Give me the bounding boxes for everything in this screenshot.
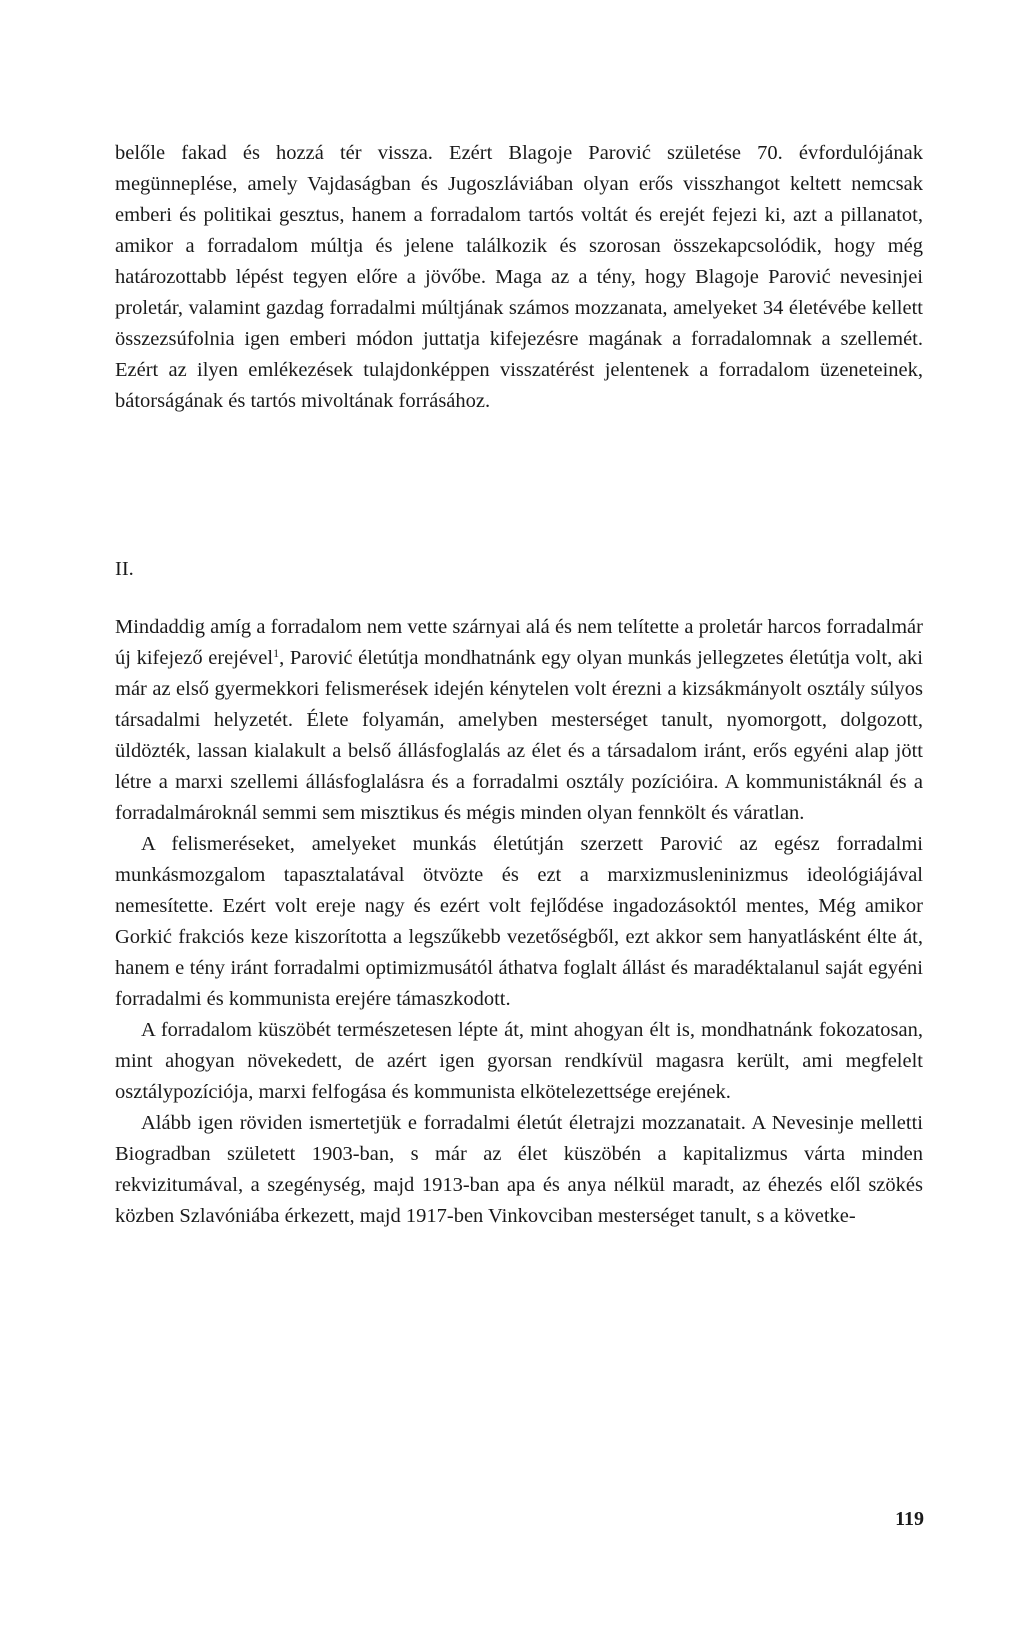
paragraph: Alább igen röviden ismertetjük e forradalmi életút életrajzi mozzanatait. A Nevesinje melletti Biogradban született 1903-ban, s már az élet küszöbén a kapitalizmus várta minden rekvizitumával, a szegénység, majd 1913-ban apa és anya nélkül maradt, az éhezés elől szökés közben Szlavóniába érkezett, majd 1917-ben Vinkovciban mesterséget tanult, s a követke- <box>115 1112 923 1227</box>
section-heading: II. <box>115 558 134 580</box>
paragraph-text: , Parović életútja mondhatnánk egy olyan munkás jellegzetes életútja volt, aki már az első gyermekkori felismerések idején kénytelen volt érezni a kizsákmányolt osztály súlyos társadalmi helyzetét. Élete folyamán, amelyben mesterséget tanult, nyomorgott, dolgozott, üldözték, lassan kialakult a belső állásfoglalás az élet és a társadalom iránt, erős egyéni alap jött létre a marxi szellemi állásfoglalásra és a forradalmi osztály pozícióira. A kommunistáknál és a forradalmároknál semmi sem misztikus és mégis minden olyan fennkölt és váratlan. <box>115 647 923 824</box>
paragraph: A forradalom küszöbét természetesen lépte át, mint ahogyan élt is, mondhatnánk fokozatosan, mint ahogyan növekedett, de azért igen gyorsan rendkívül magasra került, ami megfelelt osztálypozíciója, marxi felfogása és kommunista elkötelezettsége erejének. <box>115 1019 923 1103</box>
paragraph <box>115 612 923 829</box>
section-text-block <box>115 612 923 1232</box>
footnote-marker: 1 <box>273 646 280 660</box>
paragraph: belőle fakad és hozzá tér vissza. Ezért Blagoje Parović születése 70. évfordulójának megünneplése, amely Vajdaságban és Jugoszláviában olyan erős visszhangot keltett nemcsak emberi és politikai gesztus, hanem a forradalom tartós voltát és erejét fejezi ki, azt a pillanatot, amikor a forradalom múltja és jelene találkozik és szorosan összekapcsolódik, hogy még határozottabb lépést tegyen előre a jövőbe. Maga az a tény, hogy Blagoje Parović nevesinjei proletár, valamint gazdag forradalmi múltjának számos mozzanata, amelyeket 34 életévébe kellett összezsúfolnia igen emberi módon juttatja kifejezésre magának a forradalomnak a szellemét. Ezért az ilyen emlékezések tulajdonképpen visszatérést jelentenek a forradalom üzeneteinek, bátorságának és tartós mivoltának forrásához. <box>115 142 923 412</box>
paragraph: A felismeréseket, amelyeket munkás életútján szerzett Parović az egész forradalmi munkásmozgalom tapasztalatával ötvözte és ezt a marxizmusleninizmus ideológiájával nemesítette. Ezért volt ereje nagy és ezért volt fejlődése ingadozásoktól mentes, Még amikor Gorkić frakciós keze kiszorította a legszűkebb vezetőségből, ezt akkor sem hanyatlásként élte át, hanem e tény iránt forradalmi optimizmusától áthatva foglalt állást és maradéktalanul saját egyéni forradalmi és kommunista erejére támaszkodott. <box>115 833 923 1010</box>
paragraph-text: Mindaddig amíg a forradalom nem vette szárnyai alá és nem telítette a proletár harcos forradalmár új kifejező erejével <box>115 616 923 669</box>
opening-text-block <box>115 138 923 417</box>
page-number: 119 <box>895 1508 924 1530</box>
